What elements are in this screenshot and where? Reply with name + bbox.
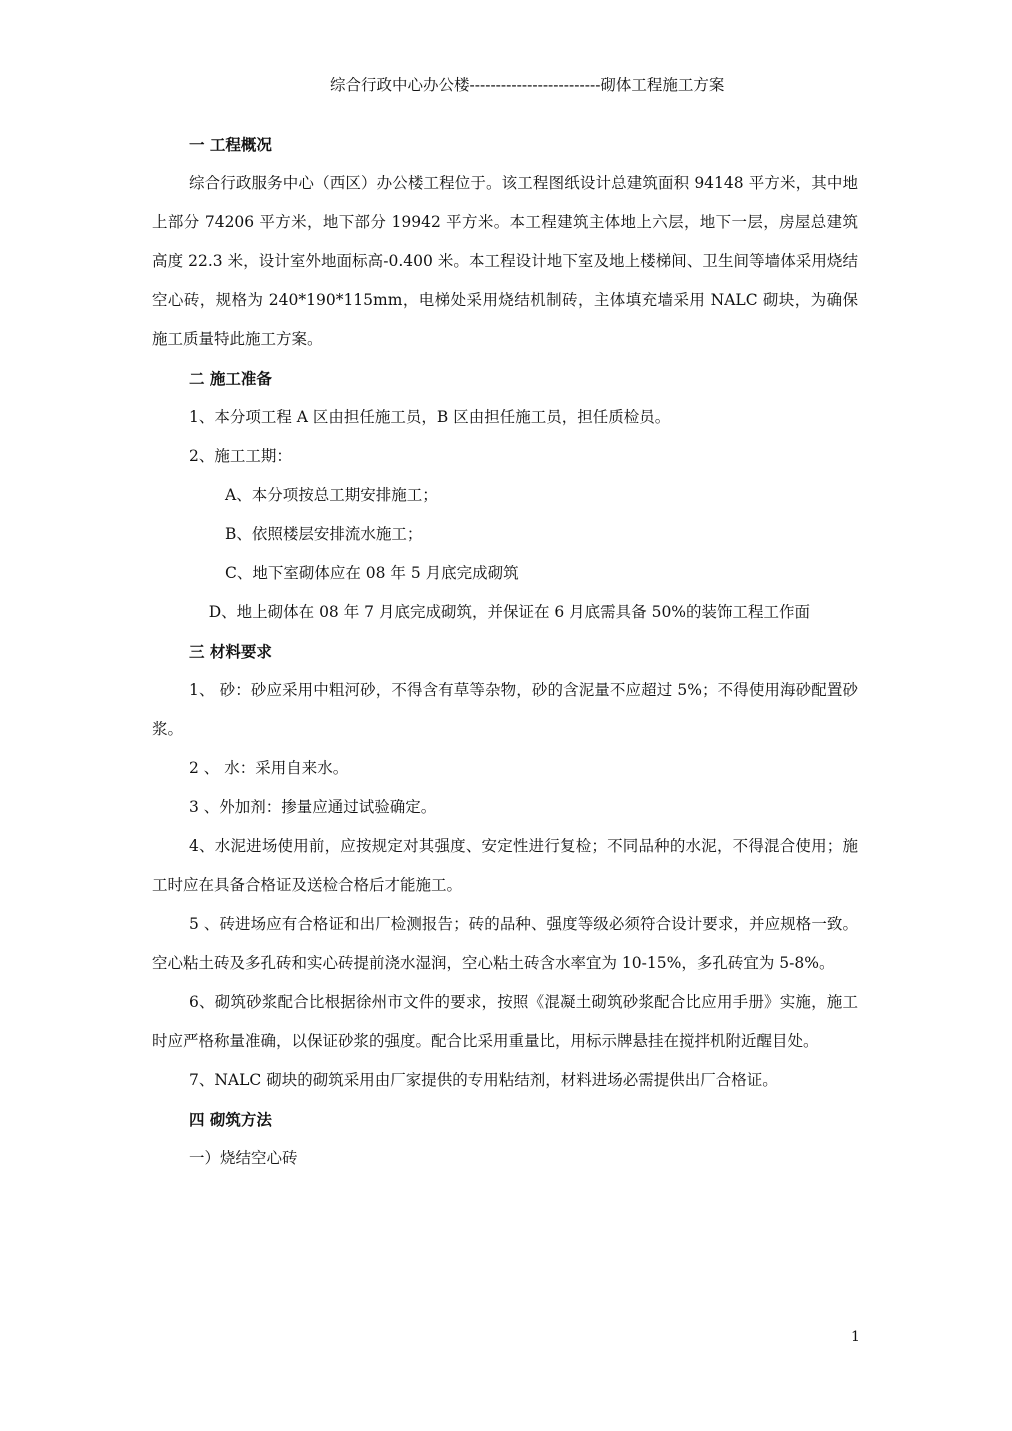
- section-heading: 一 工程概况: [189, 135, 272, 154]
- page-header: 综合行政中心办公楼-------------------------砌体工程施工方案: [330, 76, 725, 94]
- section-heading: 四 砌筑方法: [189, 1110, 272, 1129]
- section-heading: 三 材料要求: [189, 642, 272, 661]
- paragraph: 6、砌筑砂浆配合比根据徐州市文件的要求，按照《混凝土砌筑砂浆配合比应用手册》实施，施工时应严格称量准确，以保证砂浆的强度。配合比采用重量比，用标示牌悬挂在搅拌机附近醒目处。: [152, 993, 858, 1050]
- paragraph: 2 、 水：采用自来水。: [189, 759, 349, 777]
- paragraph: 4、水泥进场使用前，应按规定对其强度、安定性进行复检；不同品种的水泥，不得混合使用；施工时应在具备合格证及送检合格后才能施工。: [152, 837, 858, 894]
- section-heading: 二 施工准备: [189, 369, 272, 388]
- paragraph: 2、施工工期：: [189, 447, 292, 465]
- sub-item: A、本分项按总工期安排施工；: [225, 486, 438, 504]
- sub-item: B、依照楼层安排流水施工；: [225, 525, 423, 543]
- sub-item: C、地下室砌体应在 08 年 5 月底完成砌筑: [225, 564, 519, 582]
- document-body: [152, 125, 858, 1178]
- paragraph: 1、本分项工程 A 区由担任施工员，B 区由担任施工员，担任质检员。: [189, 408, 671, 426]
- paragraph: 综合行政服务中心（西区）办公楼工程位于。该工程图纸设计总建筑面积 94148 平方米，其中地上部分 74206 平方米，地下部分 19942 平方米。本工程建筑主体地上六层，地下一层，房屋总建筑高度 22.3 米，设计室外地面标高-0.400 米。本工程设计地下室及地上楼梯间、卫生间等墙体采用烧结空心砖，规格为 240*190*115mm，电梯处采用烧结机制砖，主体填充墙采用 NALC 砌块，为确保施工质量特此施工方案。: [152, 174, 858, 348]
- paragraph: 1、 砂：砂应采用中粗河砂，不得含有草等杂物，砂的含泥量不应超过 5%；不得使用海砂配置砂浆。: [152, 681, 858, 738]
- page-number: 1: [851, 1329, 860, 1345]
- paragraph: 5 、砖进场应有合格证和出厂检测报告；砖的品种、强度等级必须符合设计要求，并应规格一致。空心粘土砖及多孔砖和实心砖提前浇水湿润，空心粘土砖含水率宜为 10-15%，多孔砖宜为 5-8%。: [152, 915, 858, 972]
- paragraph: 一）烧结空心砖: [189, 1149, 298, 1167]
- paragraph: 3 、外加剂：掺量应通过试验确定。: [189, 798, 437, 816]
- paragraph: 7、NALC 砌块的砌筑采用由厂家提供的专用粘结剂，材料进场必需提供出厂合格证。: [189, 1071, 778, 1089]
- sub-item: D、地上砌体在 08 年 7 月底完成砌筑，并保证在 6 月底需具备 50%的装饰工程工作面: [189, 603, 811, 621]
